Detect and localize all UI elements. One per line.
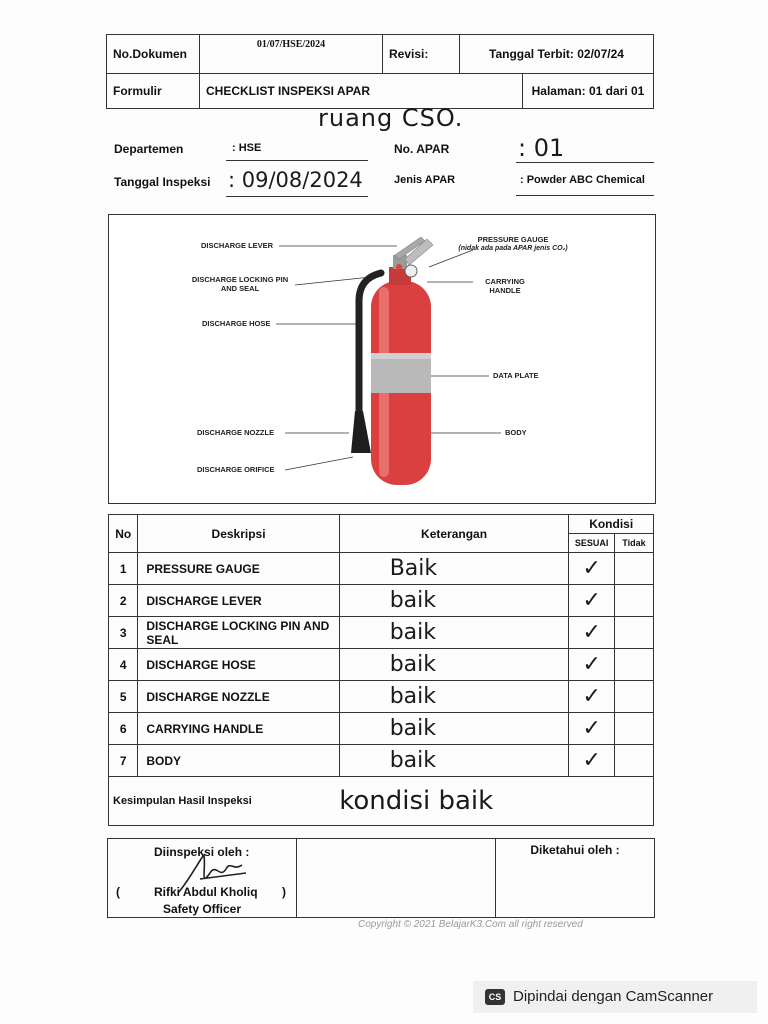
table-row: [109, 585, 654, 617]
diinspeksi-label: Diinspeksi oleh :: [154, 845, 250, 859]
table-row: [109, 553, 654, 585]
row-sesuai-check: ✓: [569, 745, 615, 777]
label-pressure-gauge-title: PRESSURE GAUGE: [477, 235, 549, 244]
row-no: 1: [109, 553, 138, 585]
no-apar-value: : 01: [518, 134, 565, 162]
label-discharge-orifice: DISCHARGE ORIFICE: [197, 465, 275, 474]
no-apar-label: No. APAR: [394, 142, 450, 156]
label-carrying-handle: [475, 277, 535, 295]
document-header: [106, 34, 654, 109]
row-sesuai-check: ✓: [569, 585, 615, 617]
jenis-value: : Powder ABC Chemical: [520, 174, 645, 186]
blank-cell: [297, 839, 496, 918]
row-tidak: [614, 585, 653, 617]
row-no: 5: [109, 681, 138, 713]
label-discharge-hose: DISCHARGE HOSE: [202, 319, 271, 328]
row-deskripsi: DISCHARGE NOZZLE: [138, 681, 339, 713]
departemen-value: : HSE: [232, 142, 262, 154]
row-no: 4: [109, 649, 138, 681]
row-deskripsi: CARRYING HANDLE: [138, 713, 339, 745]
row-sesuai-check: ✓: [569, 649, 615, 681]
handwritten-location: ruang CSO.: [318, 104, 464, 132]
tanggal-label: Tanggal Inspeksi: [114, 175, 211, 189]
label-discharge-nozzle: DISCHARGE NOZZLE: [197, 428, 275, 437]
row-keterangan: baik: [339, 617, 569, 649]
col-deskripsi: Deskripsi: [138, 515, 339, 553]
label-locking-pin-line2: AND SEAL: [220, 284, 260, 293]
camscanner-text: Dipindai dengan CamScanner: [513, 988, 714, 1005]
row-tidak: [614, 649, 653, 681]
label-data-plate: DATA PLATE: [493, 371, 539, 380]
label-discharge-lever: DISCHARGE LEVER: [201, 241, 274, 250]
fire-extinguisher-illustration: [109, 215, 655, 503]
table-row: [109, 649, 654, 681]
revisi-label: Revisi:: [383, 35, 460, 74]
label-carrying-handle-line1: CARRYING: [485, 277, 525, 286]
table-row: [109, 745, 654, 777]
row-keterangan: Baik: [339, 553, 569, 585]
halaman: Halaman: 01 dari 01: [523, 74, 654, 109]
table-row: [109, 713, 654, 745]
row-keterangan: baik: [339, 713, 569, 745]
form-title: CHECKLIST INSPEKSI APAR: [200, 74, 523, 109]
row-sesuai-check: ✓: [569, 713, 615, 745]
row-tidak: [614, 553, 653, 585]
label-pressure-gauge: [443, 235, 583, 253]
inspector-name: Rifki Abdul Kholiq: [154, 885, 258, 899]
row-sesuai-check: ✓: [569, 617, 615, 649]
col-tidak: Tidak: [614, 534, 653, 553]
row-no: 2: [109, 585, 138, 617]
diketahui-label: Diketahui oleh :: [496, 839, 655, 918]
departemen-label: Departemen: [114, 142, 184, 156]
row-keterangan: baik: [339, 681, 569, 713]
row-tidak: [614, 617, 653, 649]
label-locking-pin-line1: DISCHARGE LOCKING PIN: [191, 275, 289, 284]
inspector-role: Safety Officer: [163, 902, 242, 916]
row-no: 7: [109, 745, 138, 777]
col-sesuai: SESUAI: [569, 534, 615, 553]
row-deskripsi: DISCHARGE LOCKING PIN AND SEAL: [138, 617, 339, 649]
label-pressure-gauge-note: (nidak ada pada APAR jenis CO₂): [458, 245, 568, 252]
row-no: 3: [109, 617, 138, 649]
extinguisher-diagram: [108, 214, 656, 504]
checklist-table: [108, 514, 654, 826]
kesimpulan-label: Kesimpulan Hasil Inspeksi: [109, 777, 340, 826]
row-deskripsi: PRESSURE GAUGE: [138, 553, 339, 585]
col-kondisi: Kondisi: [569, 515, 654, 534]
tanggal-underline: [226, 196, 368, 197]
row-keterangan: baik: [339, 585, 569, 617]
col-no: No: [109, 515, 138, 553]
col-keterangan: Keterangan: [339, 515, 569, 553]
row-tidak: [614, 713, 653, 745]
no-dokumen-label: No.Dokumen: [107, 35, 200, 74]
row-no: 6: [109, 713, 138, 745]
row-keterangan: baik: [339, 649, 569, 681]
departemen-underline: [226, 160, 368, 161]
tanggal-terbit: Tanggal Terbit: 02/07/24: [460, 35, 654, 74]
row-tidak: [614, 681, 653, 713]
jenis-label: Jenis APAR: [394, 174, 456, 186]
row-tidak: [614, 745, 653, 777]
label-carrying-handle-line2: HANDLE: [489, 286, 521, 295]
kesimpulan-value: kondisi baik: [339, 777, 653, 826]
table-row: [109, 681, 654, 713]
close-paren: ): [282, 885, 286, 899]
row-sesuai-check: ✓: [569, 553, 615, 585]
inspector-cell: [108, 839, 297, 918]
label-locking-pin: [185, 275, 295, 293]
signature-table: [107, 838, 655, 918]
label-body: BODY: [505, 428, 527, 437]
row-deskripsi: DISCHARGE LEVER: [138, 585, 339, 617]
no-apar-underline: [516, 162, 654, 163]
row-deskripsi: DISCHARGE HOSE: [138, 649, 339, 681]
jenis-underline: [516, 195, 654, 196]
table-row: [109, 617, 654, 649]
tanggal-value: : 09/08/2024: [228, 168, 363, 192]
formulir-label: Formulir: [107, 74, 200, 109]
camscanner-logo: CS: [485, 989, 505, 1005]
row-deskripsi: BODY: [138, 745, 339, 777]
copyright: Copyright © 2021 BelajarK3.Com all right reserved: [358, 919, 583, 930]
open-paren: (: [116, 885, 120, 899]
camscanner-watermark: [473, 981, 757, 1013]
row-sesuai-check: ✓: [569, 681, 615, 713]
no-dokumen-value: 01/07/HSE/2024: [200, 35, 383, 74]
row-keterangan: baik: [339, 745, 569, 777]
